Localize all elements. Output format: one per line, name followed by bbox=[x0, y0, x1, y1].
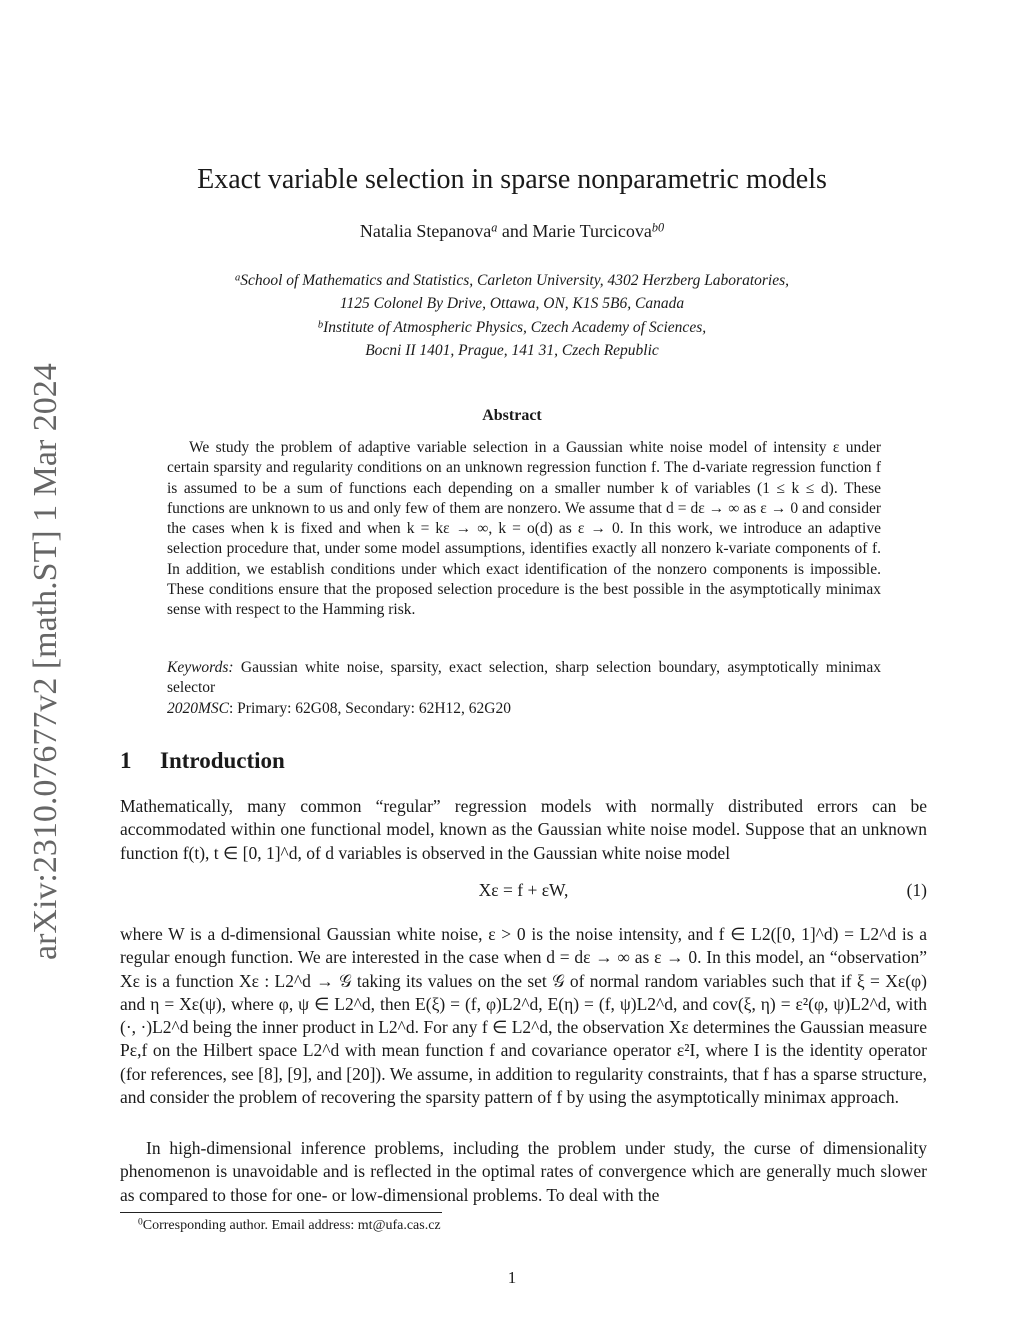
equation-number: (1) bbox=[906, 880, 927, 900]
arxiv-identifier-stamp: arXiv:2310.07677v2 [math.ST] 1 Mar 2024 bbox=[27, 363, 64, 960]
affiliation-mark: b0 bbox=[651, 220, 665, 235]
footnote-mark: 0 bbox=[138, 1217, 143, 1228]
keywords-text: Gaussian white noise, sparsity, exact selection, sharp selection boundary, asymptotically minimax selector bbox=[167, 659, 881, 697]
msc-text: : Primary: 62G08, Secondary: 62H12, 62G20 bbox=[229, 700, 511, 717]
abstract-text: We study the problem of adaptive variable selection in a Gaussian white noise model of intensity ε under certain sparsity and regularity conditions on an unknown regression function f. The d-variate regression function f is assumed to be a sum of functions each depending on a smaller number k of variables (1 ≤ k ≤ d). These functions are unknown to us and only few of them are nonzero. We assume that d = dε → ∞ as ε → 0 and consider the cases when k is fixed and when k = kε → ∞, k = o(d) as ε → 0. In this work, we introduce an adaptive selection procedure that, under some model assumptions, identifies exactly all nonzero k-variate components of f. In addition, we establish conditions under which exact identification of the nonzero components is impossible. These conditions ensure that the proposed selection procedure is the best possible in the asymptotically minimax sense with respect to the Hamming risk. bbox=[167, 439, 881, 619]
affiliation-mark: b bbox=[317, 319, 324, 331]
intro-paragraph-2: where W is a d-dimensional Gaussian white noise, ε > 0 is the noise intensity, and f ∈ L2([0, 1]^d) = L2^d is a regular enough function. We are interested in the case when d = dε → ∞ as ε → 0. In this model, an “observation” Xε is a function Xε : L2^d → 𝒢 taking its values on the set 𝒢 of normal random variables such that if ξ = Xε(φ) and η = Xε(ψ), where φ, ψ ∈ L2^d, then E(ξ) = (f, φ)L2^d, E(η) = (f, ψ)L2^d, and cov(ξ, η) = ε²(φ, ψ)L2^d, with (·, ·)L2^d being the inner product in L2^d. For any f ∈ L2^d, the observation Xε determines the Gaussian measure Pε,f on the Hilbert space L2^d with mean function f and covariance operator ε²I, where I is the identity operator (for references, see [8], [9], and [20]). We assume, in addition to regularity constraints, that f has a sparse structure, and consider the problem of recovering the sparsity pattern of f by using the asymptotically minimax approach. bbox=[120, 924, 927, 1108]
keywords bbox=[167, 658, 881, 699]
keywords-label: Keywords: bbox=[167, 659, 234, 676]
paper-title: Exact variable selection in sparse nonparametric models bbox=[197, 164, 827, 195]
affiliation-b-line2: Bocni II 1401, Prague, 141 31, Czech Republic bbox=[365, 342, 659, 359]
footnote-rule bbox=[120, 1212, 442, 1213]
intro-paragraph-3: In high-dimensional inference problems, including the problem under study, the curse of dimensionality phenomenon is unavoidable and is reflected in the optimal rates of convergence which are generally much slower as compared to those for one- or low-dimensional problems. To deal with the bbox=[120, 1138, 927, 1205]
footnote-text: Corresponding author. Email address: mt@ufa.cas.cz bbox=[142, 1218, 441, 1233]
intro-paragraph-1: Mathematically, many common “regular” regression models with normally distributed errors can be accommodated within one functional model, known as the Gaussian white noise model. Suppose that an unknown function f(t), t ∈ [0, 1]^d, of d variables is observed in the Gaussian white noise model bbox=[120, 796, 927, 863]
affiliation-mark: a bbox=[491, 220, 498, 235]
equation-body: Xε = f + εW, bbox=[478, 880, 569, 900]
affiliation-a-line1: $^a$School of Mathematics and Statistics, Carleton University, 4302 Herzberg Laboratories, bbox=[234, 272, 790, 289]
section-title: Introduction bbox=[160, 748, 285, 773]
affiliation-mark: a bbox=[234, 272, 241, 284]
author-connector: and bbox=[497, 221, 533, 241]
abstract-heading: Abstract bbox=[482, 407, 542, 424]
msc-classification bbox=[167, 699, 881, 719]
author-list bbox=[0, 218, 1024, 244]
footnote bbox=[138, 1216, 441, 1236]
msc-label: 2020MSC bbox=[167, 700, 229, 717]
equation-1 bbox=[120, 880, 927, 906]
author-name: Marie Turcicova bbox=[532, 221, 652, 241]
page-number: 1 bbox=[507, 1268, 517, 1287]
section-heading bbox=[120, 748, 285, 774]
affiliation-b-line1: $^b$Institute of Atmospheric Physics, Czech Academy of Sciences, bbox=[317, 319, 707, 336]
section-number: 1 bbox=[120, 748, 132, 773]
author-name: Natalia Stepanova bbox=[359, 221, 492, 241]
affiliation-a-line2: 1125 Colonel By Drive, Ottawa, ON, K1S 5B6, Canada bbox=[339, 295, 685, 312]
